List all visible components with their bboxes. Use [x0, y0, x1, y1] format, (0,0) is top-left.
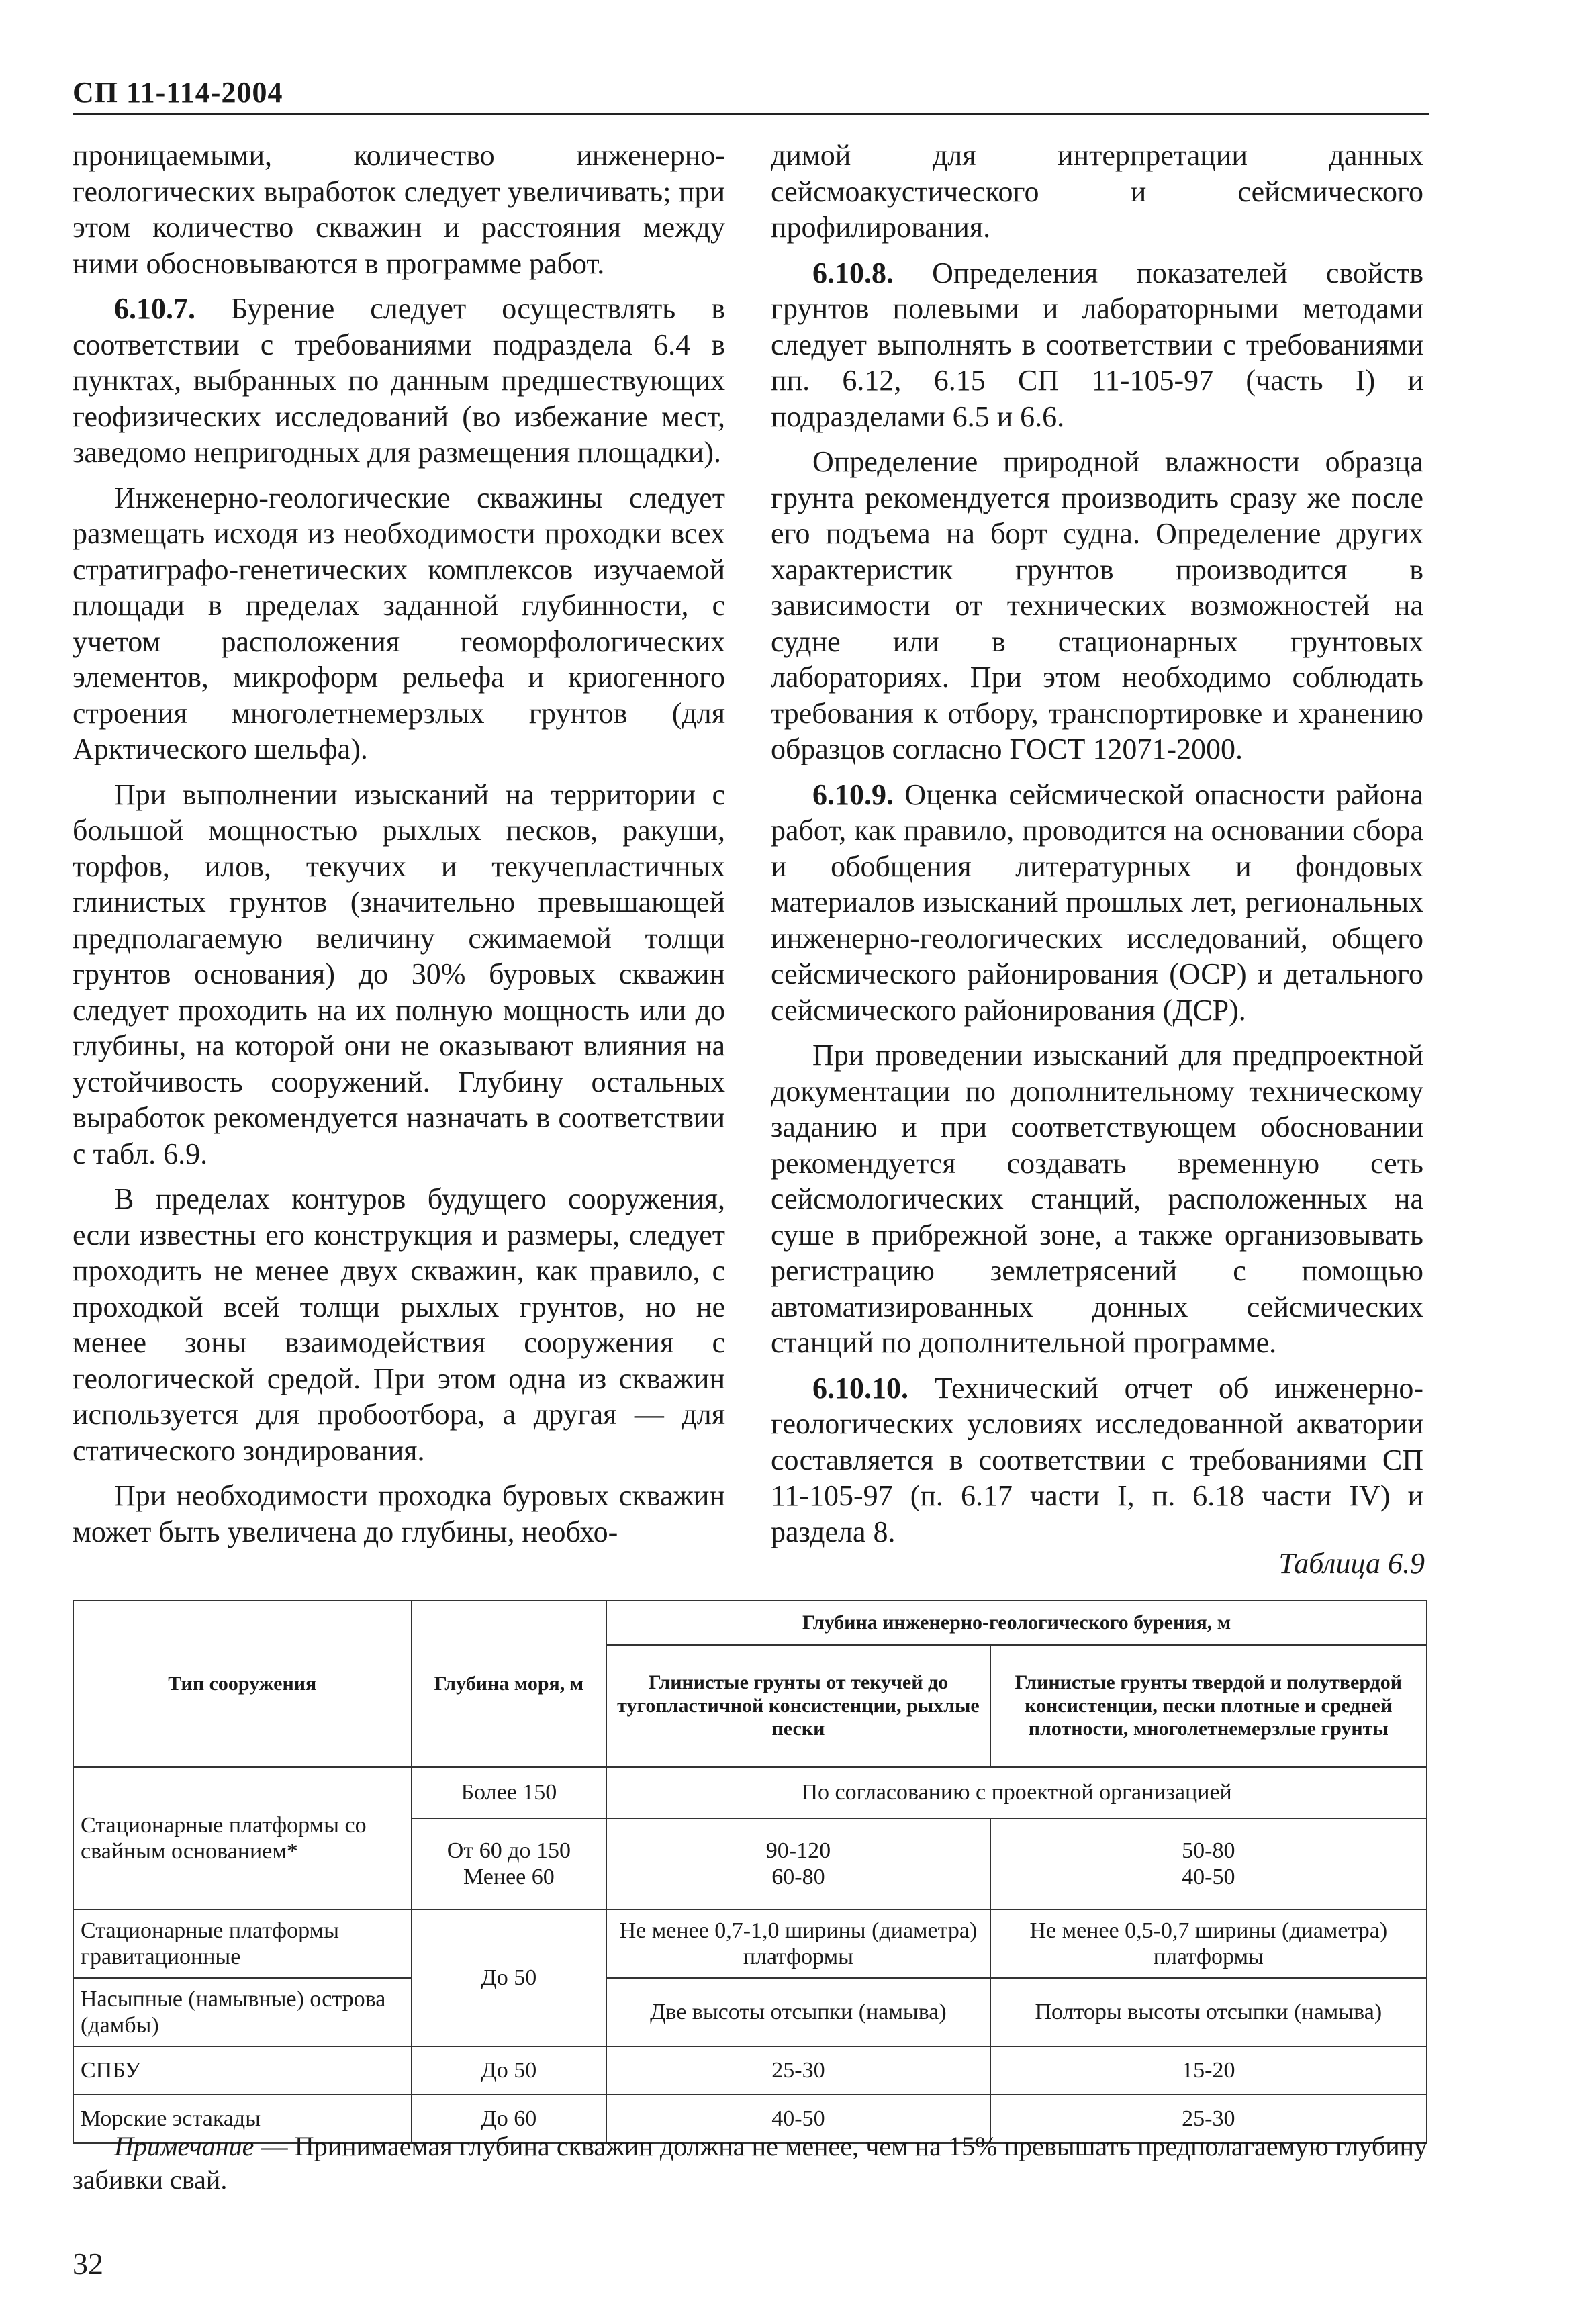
table-cell: 15-20 — [990, 2046, 1427, 2095]
table-cell: Стационарные платформы гравитационные — [73, 1910, 412, 1978]
drilling-depth-table — [73, 1600, 1427, 2144]
paragraph-text: проницаемыми, количество инженерно-геологических выработок следует увеличивать; при этом количество скважин и расстояния между ними обосновываются в программе работ. — [73, 139, 725, 280]
cell-line: 50-80 — [1182, 1838, 1235, 1863]
clause-number: 6.10.9. — [812, 777, 894, 811]
table-cell: До 50 — [412, 1910, 607, 2046]
clause-number: 6.10.8. — [812, 256, 894, 289]
paragraph-text: Определения показателей свойств грунтов полевыми и лабораторными методами следует выполнять в соответствии с требованиями пп. 6.12, 6.15 СП 11-105-97 (часть I) и подразделами 6.5 и 6.6. — [771, 256, 1423, 433]
cell-line: 90-120 — [765, 1838, 831, 1863]
table-cell: Не менее 0,5-0,7 ширины (диаметра) платформы — [990, 1910, 1427, 1978]
cell-line: От 60 до 150 — [447, 1838, 571, 1863]
document-code: СП 11-114-2004 — [73, 76, 283, 109]
header-drilling-depth: Глубина инженерно-геологического бурения, м — [606, 1601, 1427, 1645]
table-cell: Стационарные платформы со свайным основанием* — [73, 1767, 412, 1910]
table-row — [73, 1910, 1427, 1978]
cell-line: 40-50 — [1182, 1865, 1235, 1889]
table-cell: Морские эстакады — [73, 2095, 412, 2143]
paragraph-text: При выполнении изысканий на территории с большой мощностью рыхлых песков, ракуши, торфов, илов, текучих и текучепластичных глинистых грунтов (значительно превышающей предполагаемую величину сжимаемой толщи грунтов основания) до 30% буровых скважин следует проходить на их полную мощность или до глубины, на которой они не оказывают влияния на устойчивость сооружений. Глубину остальных выработок рекомендуется назначать в соответствии с табл. 6.9. — [73, 777, 725, 1170]
running-header — [73, 75, 1429, 115]
paragraph — [771, 1370, 1423, 1550]
paragraph — [73, 1181, 725, 1468]
table-cell: До 50 — [412, 2046, 607, 2095]
note-label: Примечание — [114, 2131, 254, 2161]
table-cell — [606, 1818, 990, 1910]
table-cell: Полторы высоты отсыпки (намыва) — [990, 1978, 1427, 2046]
paragraph-text: Оценка сейсмической опасности района работ, как правило, проводится на основании сбора и обобщения литературных и фондовых материалов изысканий прошлых лет, региональных инженерно-геологических исследований, общего сейсмического районирования (ОСР) и детального сейсмического районирования (ДСР). — [771, 777, 1423, 1027]
table-note — [73, 2130, 1427, 2197]
header-clay-soft: Глинистые грунты от текучей до тугопластичной консистенции, рыхлые пески — [606, 1645, 990, 1767]
table-caption: Таблица 6.9 — [1278, 1547, 1425, 1580]
table-row — [73, 1978, 1427, 2046]
table-row — [73, 1767, 1427, 1818]
paragraph — [73, 138, 725, 281]
paragraph — [73, 480, 725, 767]
paragraph-text: При необходимости проходка буровых скважин может быть увеличена до глубины, необхо- — [73, 1479, 725, 1548]
header-sea-depth: Глубина моря, м — [412, 1601, 607, 1767]
paragraph — [771, 777, 1423, 1029]
table-cell: Не менее 0,7-1,0 ширины (диаметра) платформы — [606, 1910, 990, 1978]
table-cell: До 60 — [412, 2095, 607, 2143]
header-clay-hard: Глинистые грунты твердой и полутвердой консистенции, пески плотные и средней плотности, многолетнемерзлые грунты — [990, 1645, 1427, 1767]
clause-number: 6.10.7. — [114, 292, 195, 325]
left-column — [73, 138, 725, 1559]
paragraph-text: При проведении изысканий для предпроектной документации по дополнительному техническому заданию и при соответствующем обосновании рекомендуется создавать временную сеть сейсмологических станций, расположенных на суше в прибрежной зоне, а также организовывать регистрацию землетрясений с помощью автоматизированных донных сейсмических станций по дополнительной программе. — [771, 1039, 1423, 1359]
paragraph — [771, 138, 1423, 246]
paragraph-text: В пределах контуров будущего сооружения, если известны его конструкция и размеры, следует проходить не менее двух скважин, как правило, с проходкой всей толщи рыхлых грунтов, но не менее зоны взаимодействия сооружения с геологической средой. При этом одна из скважин используется для пробоотбора, а другая — для статического зондирования. — [73, 1182, 725, 1467]
clause-number: 6.10.10. — [812, 1371, 908, 1405]
table-cell: 40-50 — [606, 2095, 990, 2143]
paragraph — [771, 255, 1423, 435]
page-number: 32 — [73, 2247, 103, 2281]
paragraph-text: Определение природной влажности образца грунта рекомендуется производить сразу же после его подъема на борт судна. Определение других характеристик грунтов производится в зависимости от технических возможностей на судне или в стационарных грунтовых лабораториях. При этом необходимо соблюдать требования к отбору, транспортировке и хранению образцов согласно ГОСТ 12071-2000. — [771, 445, 1423, 765]
paragraph-text: димой для интерпретации данных сейсмоакустического и сейсмического профилирования. — [771, 139, 1423, 244]
paragraph — [73, 291, 725, 471]
table-row — [73, 2046, 1427, 2095]
paragraph — [771, 1037, 1423, 1361]
table-cell: 25-30 — [606, 2046, 990, 2095]
table-cell — [990, 1818, 1427, 1910]
table-cell: Насыпные (намывные) острова (дамбы) — [73, 1978, 412, 2046]
table-cell: СПБУ — [73, 2046, 412, 2095]
table-cell — [412, 1818, 607, 1910]
paragraph — [771, 444, 1423, 767]
paragraph — [73, 777, 725, 1172]
right-column — [771, 138, 1423, 1559]
table-cell: 25-30 — [990, 2095, 1427, 2143]
header-structure-type: Тип сооружения — [73, 1601, 412, 1767]
paragraph-text: Инженерно-геологические скважины следует размещать исходя из необходимости проходки всех стратиграфо-генетических комплексов изучаемой площади в пределах заданной глубинности, с учетом расположения геоморфологических элементов, микроформ рельефа и криогенного строения многолетнемерзлых грунтов (для Арктического шельфа). — [73, 481, 725, 765]
table-cell: Две высоты отсыпки (намыва) — [606, 1978, 990, 2046]
table-cell: По согласованию с проектной организацией — [606, 1767, 1427, 1818]
note-text: — Принимаемая глубина скважин должна не менее, чем на 15% превышать предполагаемую глубину забивки свай. — [73, 2131, 1427, 2195]
cell-line: Менее 60 — [463, 1865, 555, 1889]
table-cell: Более 150 — [412, 1767, 607, 1818]
paragraph-text: Бурение следует осуществлять в соответствии с требованиями подраздела 6.4 в пунктах, выбранных по данным предшествующих геофизических исследований (во избежание мест, заведомо непригодных для размещения площадки). — [73, 292, 725, 469]
table-header-row — [73, 1601, 1427, 1645]
cell-line: 60-80 — [771, 1865, 825, 1889]
paragraph-text: Технический отчет об инженерно-геологических условиях исследованной акватории составляется в соответствии с требованиями СП 11-105-97 (п. 6.17 части I, п. 6.18 части IV) и раздела 8. — [771, 1371, 1423, 1548]
paragraph — [73, 1478, 725, 1550]
